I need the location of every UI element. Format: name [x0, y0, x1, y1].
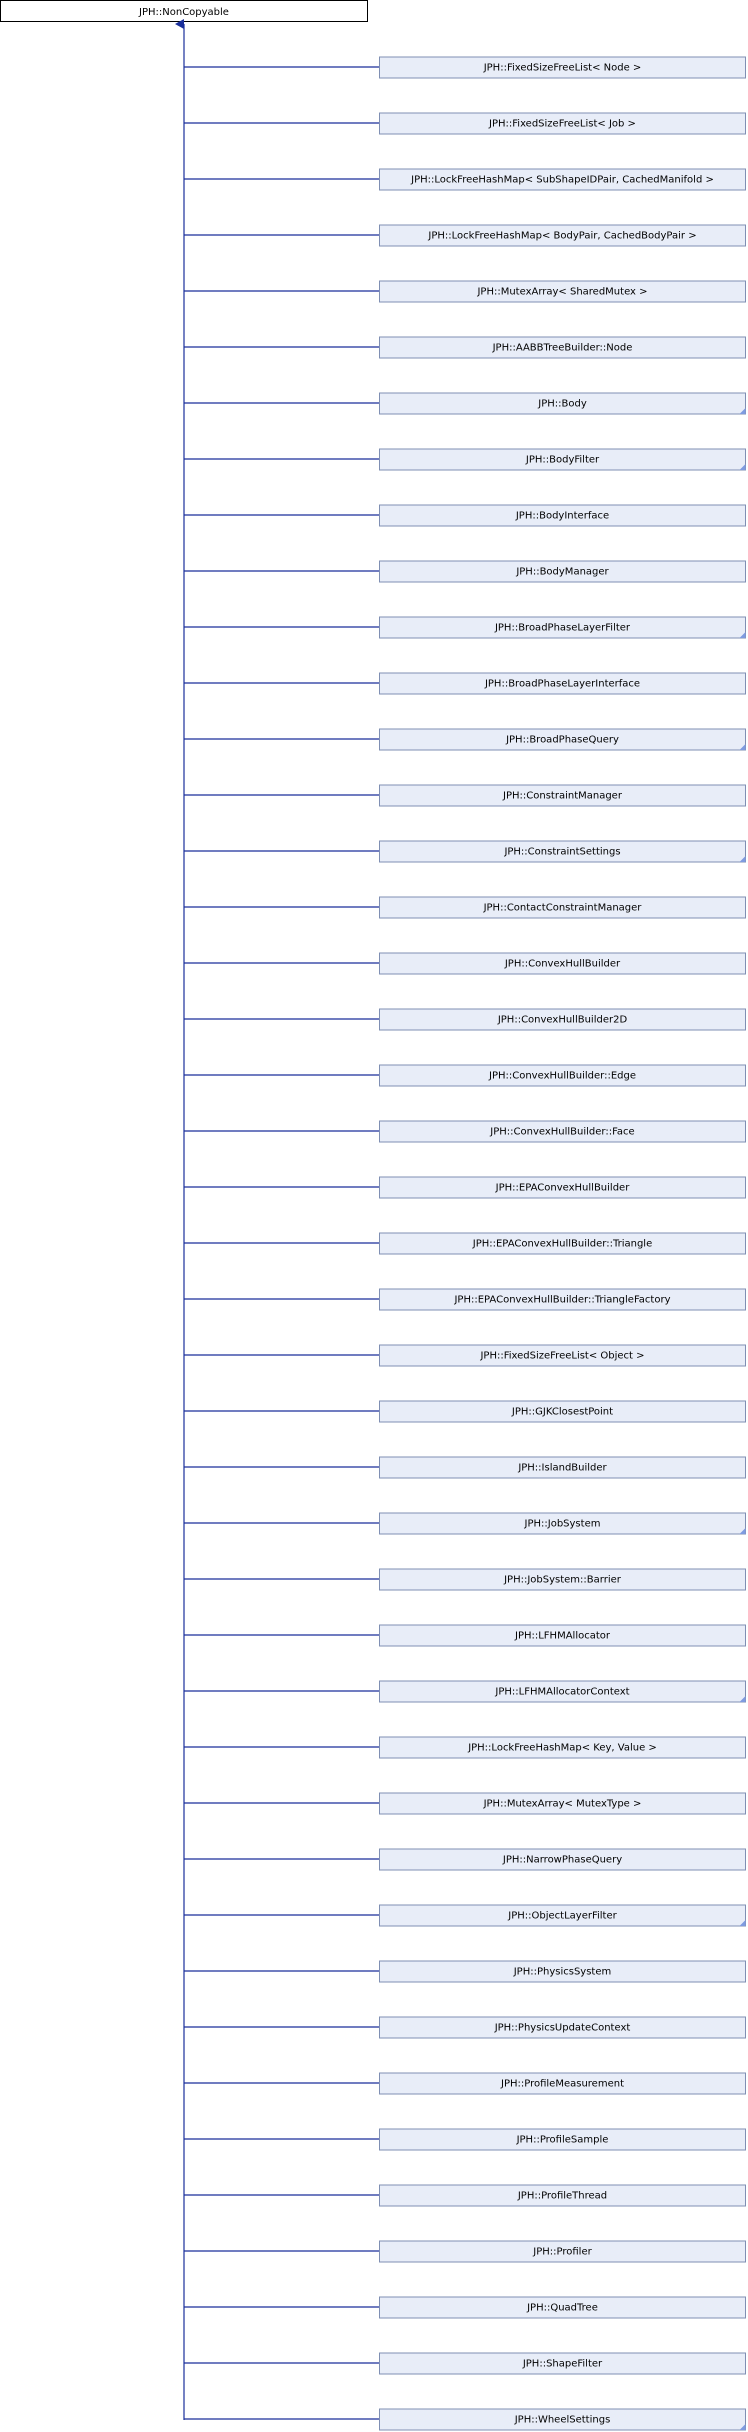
derived-class-node[interactable]: [184, 1121, 746, 1142]
derived-class-node[interactable]: [184, 393, 746, 414]
derived-class-label: JPH::EPAConvexHullBuilder::Triangle: [472, 1238, 653, 1250]
derived-class-node[interactable]: [184, 169, 746, 190]
derived-class-label: JPH::AABBTreeBuilder::Node: [492, 342, 633, 354]
derived-class-label: JPH::LFHMAllocator: [515, 1630, 610, 1642]
derived-class-node[interactable]: [184, 1961, 746, 1982]
derived-class-label: JPH::BroadPhaseQuery: [506, 734, 619, 746]
derived-class-node[interactable]: [184, 1233, 746, 1254]
derived-class-node[interactable]: [184, 841, 746, 862]
derived-class-label: JPH::JobSystem: [524, 1518, 601, 1530]
derived-class-label: JPH::BodyFilter: [525, 454, 600, 466]
derived-class-node[interactable]: [184, 57, 746, 78]
derived-class-node[interactable]: [184, 337, 746, 358]
base-class-label: JPH::NonCopyable: [139, 7, 229, 18]
derived-class-node[interactable]: [184, 1681, 746, 1702]
derived-class-label: JPH::LFHMAllocatorContext: [495, 1686, 630, 1698]
derived-class-label: JPH::ProfileThread: [517, 2190, 608, 2202]
derived-class-label: JPH::ProfileMeasurement: [501, 2078, 624, 2090]
derived-class-node[interactable]: [184, 1793, 746, 1814]
derived-class-node[interactable]: [184, 1345, 746, 1366]
derived-class-node[interactable]: [184, 1177, 746, 1198]
derived-class-node[interactable]: [184, 1513, 746, 1534]
derived-class-label: JPH::JobSystem::Barrier: [504, 1574, 621, 1586]
derived-class-node[interactable]: [184, 2241, 746, 2262]
derived-class-label: JPH::ObjectLayerFilter: [508, 1910, 617, 1922]
derived-class-node[interactable]: [184, 1905, 746, 1926]
derived-class-label: JPH::LockFreeHashMap< SubShapeIDPair, CachedManifold >: [411, 174, 714, 186]
derived-class-label: JPH::FixedSizeFreeList< Object >: [480, 1350, 645, 1362]
derived-class-node[interactable]: [184, 2017, 746, 2038]
derived-class-label: JPH::ConvexHullBuilder::Face: [490, 1126, 635, 1138]
derived-class-list: [184, 57, 746, 2430]
derived-class-label: JPH::ShapeFilter: [522, 2358, 603, 2370]
derived-class-label: JPH::MutexArray< MutexType >: [483, 1798, 642, 1810]
derived-class-node[interactable]: [184, 561, 746, 582]
derived-class-label: JPH::QuadTree: [527, 2302, 598, 2314]
derived-class-node[interactable]: [184, 1009, 746, 1030]
derived-class-label: JPH::BroadPhaseLayerInterface: [484, 678, 641, 690]
derived-class-node[interactable]: [184, 617, 746, 638]
derived-class-label: JPH::Profiler: [533, 2246, 592, 2258]
derived-class-node[interactable]: [184, 1737, 746, 1758]
derived-class-label: JPH::EPAConvexHullBuilder: [495, 1182, 630, 1194]
derived-class-node[interactable]: [184, 785, 746, 806]
derived-class-label: JPH::ProfileSample: [516, 2134, 609, 2146]
derived-class-node[interactable]: [184, 2185, 746, 2206]
derived-class-node[interactable]: [184, 1625, 746, 1646]
derived-class-label: JPH::Body: [538, 398, 587, 410]
derived-class-label: JPH::MutexArray< SharedMutex >: [477, 286, 648, 298]
derived-class-label: JPH::NarrowPhaseQuery: [502, 1854, 623, 1866]
derived-class-label: JPH::EPAConvexHullBuilder::TriangleFactory: [454, 1294, 671, 1306]
derived-class-label: JPH::BroadPhaseLayerFilter: [494, 622, 631, 634]
derived-class-label: JPH::ConstraintSettings: [504, 846, 621, 858]
derived-class-node[interactable]: [184, 1289, 746, 1310]
derived-class-label: JPH::GJKClosestPoint: [511, 1406, 614, 1418]
derived-class-label: JPH::FixedSizeFreeList< Node >: [483, 62, 642, 74]
derived-class-label: JPH::ConvexHullBuilder::Edge: [489, 1070, 636, 1082]
derived-class-node[interactable]: [184, 2409, 746, 2430]
derived-class-label: JPH::PhysicsUpdateContext: [494, 2022, 631, 2034]
derived-class-node[interactable]: [184, 225, 746, 246]
derived-class-label: JPH::PhysicsSystem: [513, 1966, 612, 1978]
derived-class-label: JPH::LockFreeHashMap< BodyPair, CachedBodyPair >: [428, 230, 697, 242]
derived-class-node[interactable]: [184, 505, 746, 526]
derived-class-label: JPH::ConvexHullBuilder2D: [497, 1014, 628, 1026]
derived-class-node[interactable]: [184, 2353, 746, 2374]
derived-class-node[interactable]: [184, 673, 746, 694]
derived-class-node[interactable]: [184, 1849, 746, 1870]
derived-class-label: JPH::WheelSettings: [514, 2414, 611, 2426]
derived-class-node[interactable]: [184, 897, 746, 918]
derived-class-label: JPH::ConvexHullBuilder: [504, 958, 621, 970]
derived-class-node[interactable]: [184, 2297, 746, 2318]
derived-class-node[interactable]: [184, 2073, 746, 2094]
derived-class-label: JPH::LockFreeHashMap< Key, Value >: [468, 1742, 657, 1754]
derived-class-label: JPH::FixedSizeFreeList< Job >: [489, 118, 636, 130]
derived-class-label: JPH::BodyInterface: [515, 510, 610, 522]
derived-class-node[interactable]: [184, 2129, 746, 2150]
derived-class-node[interactable]: [184, 1569, 746, 1590]
derived-class-node[interactable]: [184, 1065, 746, 1086]
derived-class-node[interactable]: [184, 449, 746, 470]
derived-class-label: JPH::ConstraintManager: [503, 790, 622, 802]
derived-class-label: JPH::IslandBuilder: [518, 1462, 607, 1474]
derived-class-node[interactable]: [184, 1401, 746, 1422]
derived-class-node[interactable]: [184, 953, 746, 974]
derived-class-node[interactable]: [184, 729, 746, 750]
derived-class-node[interactable]: [184, 1457, 746, 1478]
derived-class-label: JPH::ContactConstraintManager: [483, 902, 642, 914]
derived-class-node[interactable]: [184, 113, 746, 134]
base-class-node[interactable]: [1, 1, 368, 22]
derived-class-label: JPH::BodyManager: [516, 566, 609, 578]
derived-class-node[interactable]: [184, 281, 746, 302]
